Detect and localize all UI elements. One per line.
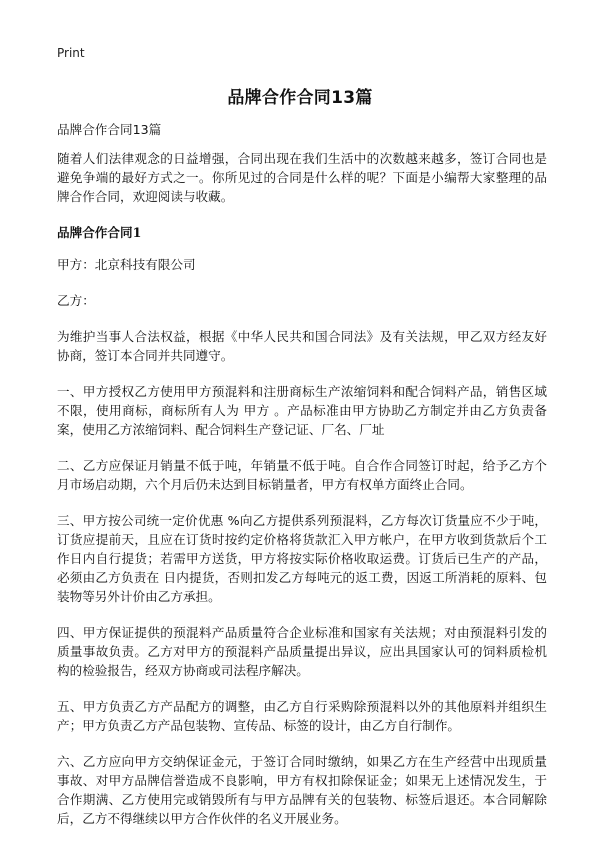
- print-label: Print: [57, 46, 85, 60]
- intro-paragraph: 随着人们法律观念的日益增强，合同出现在我们生活中的次数越来越多，签订合同也是避免争端的最好方式之一。你所见过的合同是什么样的呢？下面是小编帮大家整理的品牌合作合同，欢迎阅读与收藏。: [57, 151, 547, 204]
- section-heading: 品牌合作合同1: [57, 225, 142, 240]
- page-title: 品牌合作合同13篇: [227, 88, 373, 108]
- clause-paragraph: 六、乙方应向甲方交纳保证金元，于签订合同时缴纳，如果乙方在生产经营中出现质量事故、对甲方品牌信誉造成不良影响，甲方有权扣除保证金；如果无上述情况发生，于合作期满、乙方使用完或销毁所有与甲方品牌有关的包装物、标签后退还。本合同解除后，乙方不得继续以甲方合作伙伴的名义开展业务。: [57, 754, 547, 826]
- clause-paragraph: 二、乙方应保证月销量不低于吨，年销量不低于吨。自合作合同签订时起，给予乙方个月市场启动期，六个月后仍未达到目标销量者，甲方有权单方面终止合同。: [57, 458, 547, 492]
- clause-paragraph: 一、甲方授权乙方使用甲方预混料和注册商标生产浓缩饲料和配合饲料产品，销售区域不限，使用商标，商标所有人为 甲方 。产品标准由甲方协助乙方制定并由乙方负责备案，使用乙方浓缩饲料、配合饲料生产登记证、厂名、厂址: [57, 384, 547, 437]
- document-body: [57, 120, 547, 845]
- clause-paragraph: 三、甲方按公司统一定价优惠 %向乙方提供系列预混料，乙方每次订货量应不少于吨，订货应提前天，且应在订货时按约定价格将货款汇入甲方帐户，在甲方收到货款后个工作日内自行提货；若需甲方送货，甲方将按实际价格收取运费。订货后已生产的产品，必须由乙方负责在 日内提货，否则扣发乙方每吨元的返工费，因返工所消耗的原料、包装物等另外计价由乙方承担。: [57, 513, 547, 604]
- document-subtitle: 品牌合作合同13篇: [57, 122, 162, 137]
- clause-paragraph: 四、甲方保证提供的预混料产品质量符合企业标准和国家有关法规；对由预混料引发的质量事故负责。乙方对甲方的预混料产品质量提出异议，应出具国家认可的饲料质检机构的检验报告，经双方协商或司法程序解决。: [57, 625, 547, 678]
- party-a-line: 甲方：北京科技有限公司: [57, 257, 196, 272]
- clause-paragraph: 五、甲方负责乙方产品配方的调整，由乙方自行采购除预混料以外的其他原料并组织生产；甲方负责乙方产品包装物、宣传品、标签的设计，由乙方自行制作。: [57, 699, 547, 733]
- party-b-line: 乙方：: [57, 293, 95, 308]
- preamble-paragraph: 为维护当事人合法权益，根据《中华人民共和国合同法》及有关法规，甲乙双方经友好协商，签订本合同并共同遵守。: [57, 329, 547, 363]
